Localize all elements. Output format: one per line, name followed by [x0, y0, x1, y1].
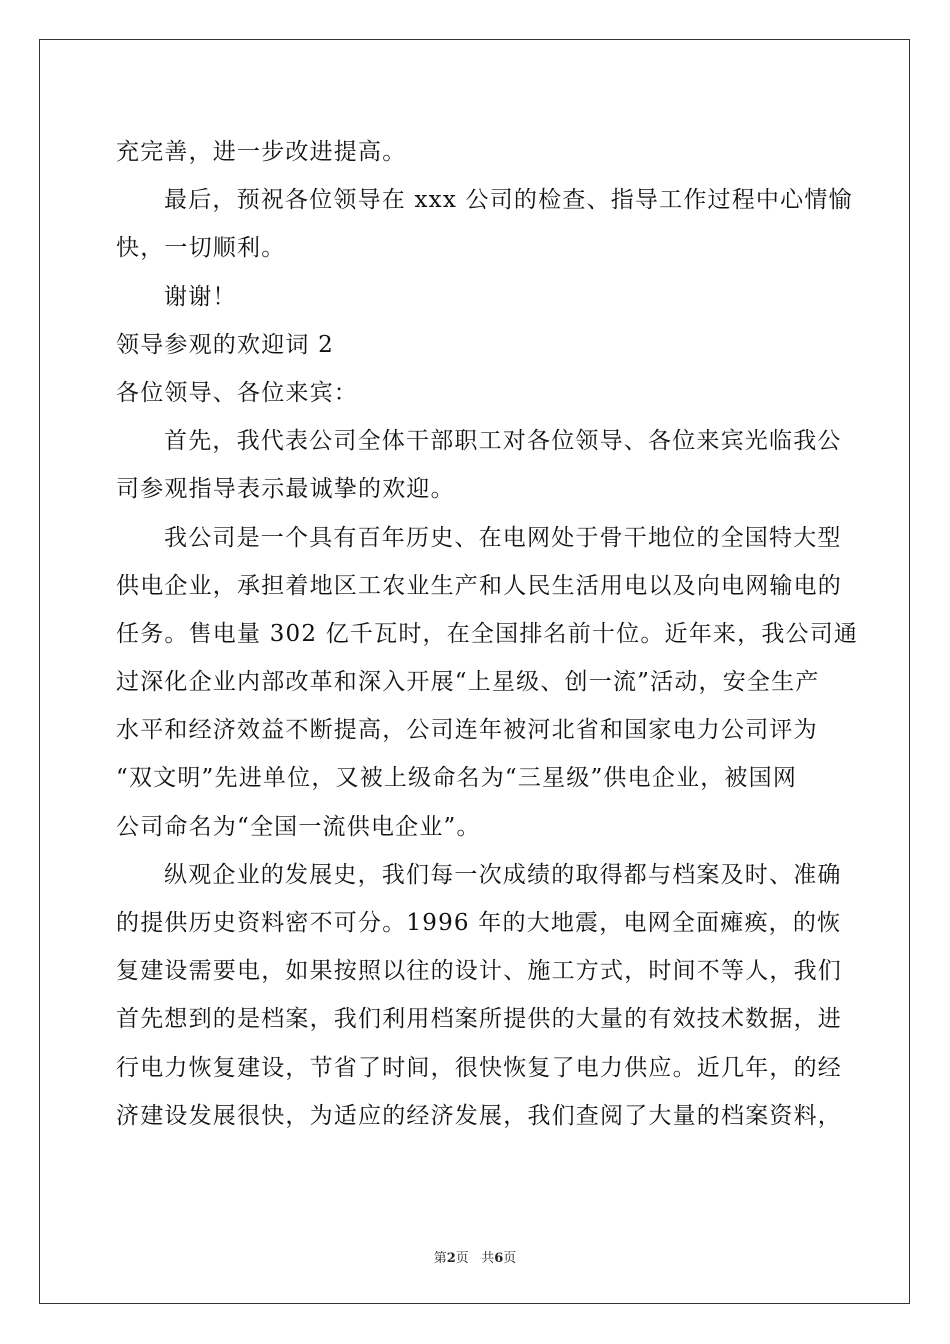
- text-line: 我公司是一个具有百年历史、在电网处于骨干地位的全国特大型: [164, 524, 842, 551]
- text-line: 最后，预祝各位领导在 xxx 公司的检查、指导工作过程中心情愉: [164, 187, 853, 214]
- document-body: [116, 128, 859, 1140]
- text-line: 首先，我代表公司全体干部职工对各位领导、各位来宾光临我公: [164, 428, 842, 455]
- text-line: 首先想到的是档案，我们利用档案所提供的大量的有效技术数据，进: [116, 1006, 842, 1033]
- total-prefix: 共: [481, 1251, 495, 1266]
- text-line: 谢谢！: [164, 283, 237, 310]
- text-line: 任务。售电量 302 亿千瓦时，在全国排名前十位。近年来，我公司通: [116, 620, 859, 647]
- text-line: 行电力恢复建设，节省了时间，很快恢复了电力供应。近几年，的经: [116, 1054, 842, 1081]
- page-suffix: 页: [455, 1251, 469, 1266]
- text-line: 公司命名为“全国一流供电企业”。: [116, 813, 481, 840]
- text-line: 纵观企业的发展史，我们每一次成绩的取得都与档案及时、准确: [164, 861, 842, 888]
- text-line: 水平和经济效益不断提高，公司连年被河北省和国家电力公司评为: [116, 717, 818, 744]
- text-line: 复建设需要电，如果按照以往的设计、施工方式，时间不等人，我们: [116, 958, 842, 985]
- total-pages: 6: [494, 1251, 504, 1266]
- text-line: 司参观指导表示最诚挚的欢迎。: [116, 476, 455, 503]
- page-footer: [0, 1247, 950, 1266]
- text-line: 各位领导、各位来宾：: [116, 379, 358, 406]
- page-prefix: 第: [433, 1251, 447, 1266]
- total-suffix: 页: [503, 1251, 517, 1266]
- text-line: 快，一切顺利。: [116, 235, 286, 262]
- text-line: 领导参观的欢迎词 2: [116, 331, 334, 358]
- text-line: 过深化企业内部改革和深入开展“上星级、创一流”活动，安全生产: [116, 669, 820, 696]
- text-line: 充完善，进一步改进提高。: [116, 139, 407, 165]
- page-number: 2: [446, 1251, 456, 1266]
- text-line: 济建设发展很快，为适应的经济发展，我们查阅了大量的档案资料，: [116, 1102, 842, 1129]
- text-line: 供电企业，承担着地区工农业生产和人民生活用电以及向电网输电的: [116, 572, 842, 599]
- text-line: 的提供历史资料密不可分。1996 年的大地震，电网全面瘫痪，的恢: [116, 910, 842, 936]
- text-line: “双文明”先进单位，又被上级命名为“三星级”供电企业，被国网: [116, 765, 798, 792]
